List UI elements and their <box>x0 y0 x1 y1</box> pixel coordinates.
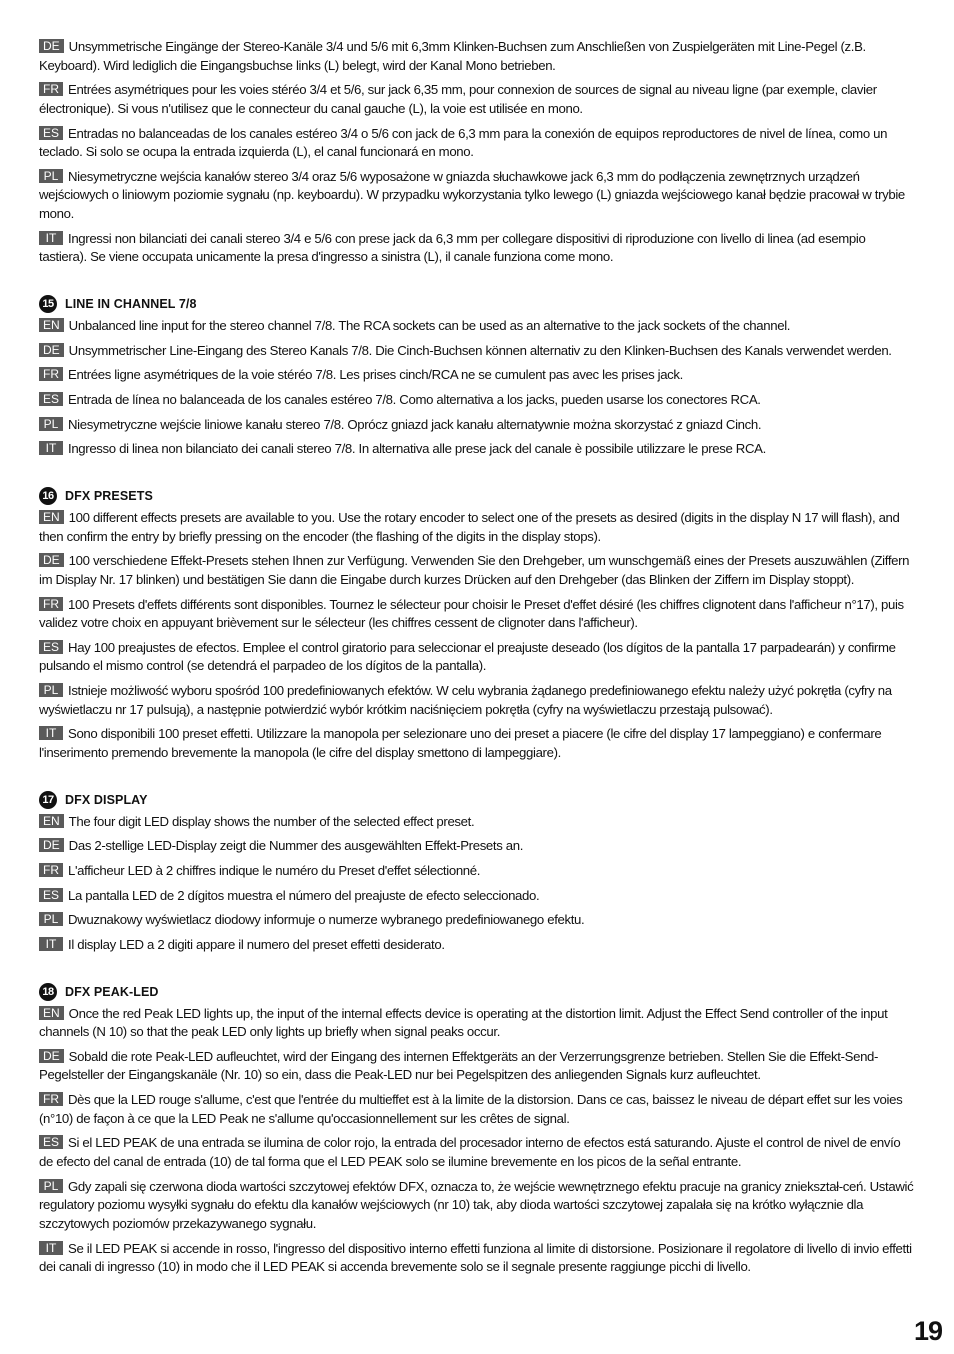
language-badge: PL <box>39 912 63 926</box>
language-badge: ES <box>39 1135 63 1149</box>
paragraph-es <box>39 1134 915 1171</box>
section-number-badge: 16 <box>39 487 57 505</box>
paragraph-de <box>39 1048 915 1085</box>
paragraph-pl <box>39 682 915 719</box>
section-15 <box>39 295 915 459</box>
section-heading <box>39 983 915 1001</box>
language-badge: DE <box>39 343 64 357</box>
paragraph-text: Unbalanced line input for the stereo channel 7/8. The RCA sockets can be used as an alternative to the jack sockets of the channel. <box>68 317 791 333</box>
language-badge: FR <box>39 367 63 381</box>
language-badge: ES <box>39 888 63 902</box>
paragraph-fr <box>39 366 915 385</box>
section-heading <box>39 487 915 505</box>
paragraph-it <box>39 1240 915 1277</box>
section-heading <box>39 791 915 809</box>
paragraph-en <box>39 813 915 832</box>
paragraph-pl <box>39 1178 915 1234</box>
paragraph-fr <box>39 596 915 633</box>
section-number-badge: 15 <box>39 295 57 313</box>
paragraph-text: Istnieje możliwość wyboru spośród 100 predefiniowanych efektów. W celu wybrania żądanego predefiniowanego efektu należy użyć pokrętła (cyfry na wyświetlaczu nr 17 pulsują), a następnie potwierdzić wybór krótkim naciśnięciem pokrętła (cyfry na wyświetlaczu przestają pulsować). <box>39 683 892 717</box>
language-badge: FR <box>39 863 63 877</box>
language-badge: IT <box>39 231 63 245</box>
paragraph-pl <box>39 168 915 224</box>
language-badge: PL <box>39 169 63 183</box>
section-17 <box>39 791 915 955</box>
paragraph-text: The four digit LED display shows the number of the selected effect preset. <box>68 813 475 829</box>
language-badge: PL <box>39 683 63 697</box>
intro-block <box>39 38 915 267</box>
language-badge: DE <box>39 1049 64 1063</box>
paragraph-text: Entrada de línea no balanceada de los canales estéreo 7/8. Como alternativa a los jacks, pueden usarse los conectores RCA. <box>68 391 761 407</box>
paragraph-text: Sono disponibili 100 preset effetti. Utilizzare la manopola per selezionare uno dei preset a piacere (le cifre del display 17 lampeggiano) e confermare l'inserimento premendo brevemente la manopola (le cifre del display smettono di lampeggiare). <box>39 726 882 760</box>
language-badge: EN <box>39 1006 64 1020</box>
paragraph-text: Dwuznakowy wyświetlacz diodowy informuje o numerze wybranego predefiniowanego efektu. <box>68 912 585 928</box>
paragraph-text: Entrées ligne asymétriques de la voie stéréo 7/8. Les prises cinch/RCA ne se cumulent pas avec les prises jack. <box>68 367 683 383</box>
language-badge: FR <box>39 597 63 611</box>
paragraph-text: Sobald die rote Peak-LED aufleuchtet, wird der Eingang des internen Effektgeräts an der Verzerrungsgrenze betrieben. Stellen Sie die Effekt-Send-Pegelsteller der Eingangskanäle (Nr. 10) so ein, dass die Peak-LED nur bei Pegelspitzen des anliegenden Signals kurz aufleuchtet. <box>39 1048 879 1083</box>
paragraph-es <box>39 125 915 162</box>
paragraph-text: L'afficheur LED à 2 chiffres indique le numéro du Preset d'effet sélectionné. <box>68 862 481 878</box>
paragraph-en <box>39 509 915 546</box>
language-badge: FR <box>39 1092 63 1106</box>
paragraph-text: Il display LED a 2 digiti appare il numero del preset effetti desiderato. <box>68 936 445 952</box>
section-18 <box>39 983 915 1277</box>
section-title: DFX DISPLAY <box>65 792 148 807</box>
language-badge: EN <box>39 814 64 828</box>
paragraph-pl <box>39 911 915 930</box>
paragraph-it <box>39 440 915 459</box>
paragraph-it <box>39 230 915 267</box>
paragraph-text: Hay 100 preajustes de efectos. Emplee el control giratorio para seleccionar el preajuste deseado (los dígitos de la pantalla 17 parpadearán) y confirme pulsando el mismo control (se detendrá el parpadeo de los dígitos de la pantalla). <box>39 639 896 674</box>
paragraph-text: Ingresso di linea non bilanciato dei canali stereo 7/8. In alternativa alle prese jack del canale è possibile utilizzare le prese RCA. <box>68 441 766 457</box>
paragraph-fr <box>39 81 915 118</box>
paragraph-en <box>39 317 915 336</box>
paragraph-en <box>39 1005 915 1042</box>
paragraph-text: Dès que la LED rouge s'allume, c'est que l'entrée du multieffet est à la limite de la distorsion. Dans ce cas, baissez le niveau de départ effet sur les voies (n°10) de façon à ce que la LED Peak ne s'allume qu'occasionnellement sur les crêtes de signal. <box>39 1092 903 1126</box>
paragraph-text: Se il LED PEAK si accende in rosso, l'ingresso del dispositivo interno effetti funziona al limite di distorsione. Posizionare il regolatore di livello di invio effetti dei canali di ingresso (10) in modo che il LED PEAK si accenda brevemente solo se il segnale presente raggiunge picchi di livello. <box>39 1240 912 1275</box>
language-badge: PL <box>39 417 63 431</box>
paragraph-de <box>39 837 915 856</box>
paragraph-fr <box>39 1091 915 1128</box>
paragraph-text: Gdy zapali się czerwona dioda wartości szczytowej efektów DFX, oznacza to, że wejście wewnętrznego efektu pracuje na granicy zniekształ-ceń. Ustawić regulatory poziomu wysyłki sygnału do efektu dla kanałów wejściowych (nr 10) tak, aby dioda wartości szczytowej zapalała się na krótko wyłącznie dla szczytowych poziomów przekazywanego sygnału. <box>39 1178 914 1231</box>
language-badge: EN <box>39 510 64 524</box>
paragraph-text: Das 2-stellige LED-Display zeigt die Nummer des ausgewählten Effekt-Presets an. <box>68 838 524 854</box>
language-badge: ES <box>39 392 63 406</box>
paragraph-text: Once the red Peak LED lights up, the input of the internal effects device is operating at the distortion limit. Adjust the Effect Send controller of the input channels (N 10) so that the peak LED only lights up briefly when signal peaks occur. <box>39 1005 888 1040</box>
manual-page <box>39 38 915 1283</box>
paragraph-de <box>39 552 915 589</box>
page-number: 19 <box>913 1316 942 1346</box>
sections-container <box>39 295 915 1277</box>
section-number-badge: 17 <box>39 791 57 809</box>
section-heading <box>39 295 915 313</box>
paragraph-pl <box>39 416 915 435</box>
paragraph-text: 100 Presets d'effets différents sont disponibles. Tournez le sélecteur pour choisir le Preset d'effet désiré (les chiffres clignotent dans l'afficheur n°17), puis validez votre choix en appuyant brièvement sur le sélecteur (les chiffres cessent de clignoter dans l'afficheur). <box>39 596 904 631</box>
language-badge: ES <box>39 126 63 140</box>
paragraph-text: Unsymmetrische Eingänge der Stereo-Kanäle 3/4 und 5/6 mit 6,3mm Klinken-Buchsen zum Anschließen von Zuspielgeräten mit Line-Pegel (z.B. Keyboard). Wird lediglich die Eingangsbuchse links (L) belegt, wird der Kanal Mono betrieben. <box>39 39 866 73</box>
section-16 <box>39 487 915 763</box>
language-badge: FR <box>39 82 63 96</box>
language-badge: EN <box>39 318 64 332</box>
language-badge: IT <box>39 937 63 951</box>
language-badge: IT <box>39 1241 63 1255</box>
language-badge: ES <box>39 640 63 654</box>
paragraph-fr <box>39 862 915 881</box>
language-badge: DE <box>39 838 64 852</box>
paragraph-text: Entradas no balanceadas de los canales estéreo 3/4 o 5/6 con jack de 6,3 mm para la conexión de equipos reproductores de nivel de línea, como un teclado. Si solo se ocupa la entrada izquierda (L), el canal funcionará en mono. <box>39 125 888 160</box>
paragraph-text: Entrées asymétriques pour les voies stéréo 3/4 et 5/6, sur jack 6,35 mm, pour connexion de sources de signal au niveau ligne (par exemple, clavier électronique). Si vous n'utilisez que le connecteur du canal gauche (L), la voie est utilisée en mono. <box>39 82 877 116</box>
paragraph-text: Si el LED PEAK de una entrada se ilumina de color rojo, la entrada del procesador interno de efectos está saturando. Ajuste el control de nivel de envío de efecto del canal de entrada (10) de tal forma que el LED PEAK solo se ilumine brevemente en los picos de la señal entrante. <box>39 1135 901 1169</box>
paragraph-text: Niesymetryczne wejścia kanałów stereo 3/4 oraz 5/6 wyposażone w gniazda słuchawkowe jack 6,3 mm do podłączenia zewnętrznych urządzeń wejściowych o liniowym poziomie sygnału (np. keyboardu). W przypadku wykorzystania tylko lewego (L) gniazda wejściowego kanał będzie pracował w trybie mono. <box>39 168 905 222</box>
paragraph-de <box>39 342 915 361</box>
language-badge: PL <box>39 1179 63 1193</box>
section-title: LINE IN CHANNEL 7/8 <box>65 296 197 311</box>
paragraph-it <box>39 936 915 955</box>
paragraph-text: Niesymetryczne wejście liniowe kanału stereo 7/8. Oprócz gniazd jack kanału alternatywnie można skorzystać z gniazd Cinch. <box>68 416 762 432</box>
section-title: DFX PRESETS <box>65 488 153 503</box>
paragraph-it <box>39 725 915 762</box>
paragraph-text: 100 different effects presets are available to you. Use the rotary encoder to select one of the presets as desired (digits in the display N 17 will flash), and then confirm the entry by briefly pressing on the encoder (the flashing of the digits in the display stops). <box>39 509 900 544</box>
paragraph-es <box>39 887 915 906</box>
section-number-badge: 18 <box>39 983 57 1001</box>
language-badge: IT <box>39 726 63 740</box>
language-badge: DE <box>39 553 64 567</box>
paragraph-de <box>39 38 915 75</box>
paragraph-es <box>39 639 915 676</box>
section-title: DFX PEAK-LED <box>65 984 159 999</box>
language-badge: IT <box>39 441 63 455</box>
paragraph-text: Unsymmetrischer Line-Eingang des Stereo Kanals 7/8. Die Cinch-Buchsen können alternativ zu den Klinken-Buchsen des Kanals verwendet werden. <box>68 342 892 358</box>
paragraph-text: La pantalla LED de 2 dígitos muestra el número del preajuste de efecto seleccionado. <box>68 887 540 903</box>
paragraph-es <box>39 391 915 410</box>
language-badge: DE <box>39 39 64 53</box>
paragraph-text: Ingressi non bilanciati dei canali stereo 3/4 e 5/6 con prese jack da 6,3 mm per collegare dispositivi di riproduzione con livello di linea (ad esempio tastiera). Se viene occupata unicamente la presa d'ingresso a sinistra (L), il canale funziona come mono. <box>39 230 866 265</box>
paragraph-text: 100 verschiedene Effekt-Presets stehen Ihnen zur Verfügung. Verwenden Sie den Drehgeber, um wunschgemäß eines der Presets auszuwählen (Ziffern im Display Nr. 17 blinken) und bestätigen Sie dann die Eingabe durch kurzes Drücken auf den Drehgeber (das Blinken der Ziffern im Display stoppt). <box>39 553 910 587</box>
